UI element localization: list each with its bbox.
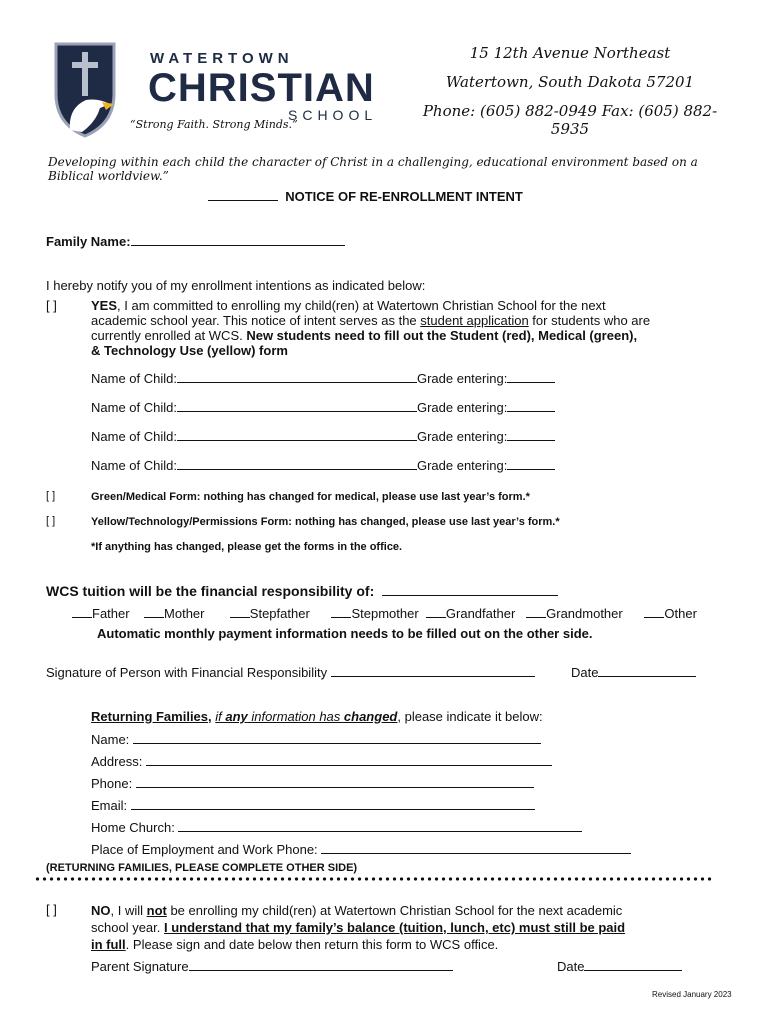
returning-email-row: Email: <box>91 797 535 813</box>
brand-top-text: WATERTOWN <box>150 50 294 67</box>
returning-address-field[interactable] <box>146 753 552 766</box>
grandmother-blank[interactable] <box>526 605 546 618</box>
intro-text: I hereby notify you of my enrollment intentions as indicated below: <box>46 278 426 293</box>
grade-field[interactable] <box>507 399 555 412</box>
returning-name-field[interactable] <box>133 731 541 744</box>
yellow-form-text: Yellow/Technology/Permissions Form: nothing has changed, please use last year’s form.* <box>91 516 560 528</box>
family-name-field[interactable] <box>131 233 345 246</box>
parent-signature-row: Parent Signature <box>91 958 453 974</box>
returning-church-row: Home Church: <box>91 819 582 835</box>
returning-phone-field[interactable] <box>136 775 534 788</box>
parent-date-field[interactable] <box>584 958 682 971</box>
child-row: Name of Child: Grade entering: <box>91 399 555 415</box>
tuition-responsible-field[interactable] <box>382 583 558 596</box>
tuition-row <box>46 583 558 599</box>
shield-cross-eagle-icon <box>52 38 118 138</box>
signature-date-field[interactable] <box>598 664 696 677</box>
relation-row: Father Mother Stepfather Stepmother Grandfather Grandmother Other <box>72 605 697 621</box>
dotted-divider <box>34 876 714 882</box>
returning-phone-row: Phone: <box>91 775 534 791</box>
child-name-field[interactable] <box>177 457 417 470</box>
motto: “Strong Faith. Strong Minds.” <box>130 118 298 131</box>
grade-field[interactable] <box>507 457 555 470</box>
father-blank[interactable] <box>72 605 92 618</box>
auto-payment-note: Automatic monthly payment information needs to be filled out on the other side. <box>97 626 593 641</box>
phone-fax-line: Phone: (605) 882-0949 Fax: (605) 882-5935 <box>422 102 718 138</box>
address-line-2: Watertown, South Dakota 57201 <box>445 73 695 91</box>
complete-other-side-note: (RETURNING FAMILIES, PLEASE COMPLETE OTHER SIDE) <box>46 862 358 874</box>
child-row: Name of Child: Grade entering: <box>91 370 555 386</box>
returning-address-row: Address: <box>91 753 552 769</box>
family-name-label: Family Name: <box>46 234 131 249</box>
yes-checkbox[interactable]: [ ] <box>46 298 57 313</box>
stepfather-blank[interactable] <box>230 605 250 618</box>
school-logo <box>52 38 118 138</box>
child-name-field[interactable] <box>177 399 417 412</box>
child-name-field[interactable] <box>177 428 417 441</box>
tagline: Developing within each child the character of Christ in a challenging, educational environment based on a Biblical worldview.” <box>48 155 698 183</box>
yellow-form-checkbox[interactable]: [ ] <box>46 515 56 527</box>
no-option-text: NO, I will not be enrolling my child(ren) at Watertown Christian School for the next academic school year. I understand that my family’s balance (tuition, lunch, etc) must still be paid in full. Please sign and date below then return this form to WCS office. <box>91 903 626 952</box>
child-name-field[interactable] <box>177 370 417 383</box>
yes-option-text: YES, I am committed to enrolling my child(ren) at Watertown Christian School for the next academic school year. This notice of intent serves as the student application for students who are currently enrolled at WCS. New students need to fill out the Student (red), Medical (green), & Technology Use (yellow) form <box>91 298 651 358</box>
returning-employment-field[interactable] <box>321 841 631 854</box>
stepmother-blank[interactable] <box>331 605 351 618</box>
child-row: Name of Child: Grade entering: <box>91 428 555 444</box>
returning-name-row: Name: <box>91 731 541 747</box>
no-checkbox[interactable]: [ ] <box>46 902 57 917</box>
parent-signature-field[interactable] <box>189 958 453 971</box>
parent-date-row: Date <box>557 958 682 974</box>
returning-employment-row: Place of Employment and Work Phone: <box>91 841 631 857</box>
signature-row: Signature of Person with Financial Responsibility <box>46 664 535 680</box>
other-blank[interactable] <box>644 605 664 618</box>
brand-main-text: CHRISTIAN <box>148 66 375 110</box>
grade-field[interactable] <box>507 428 555 441</box>
title-blank[interactable] <box>208 188 278 201</box>
returning-heading: Returning Families, if any information has changed, please indicate it below: <box>91 709 543 724</box>
green-form-text: Green/Medical Form: nothing has changed for medical, please use last year’s form.* <box>91 491 530 503</box>
returning-email-field[interactable] <box>131 797 535 810</box>
mother-blank[interactable] <box>144 605 164 618</box>
grandfather-blank[interactable] <box>426 605 446 618</box>
address-line-1: 15 12th Avenue Northeast <box>469 44 671 62</box>
forms-note: *If anything has changed, please get the forms in the office. <box>91 541 403 553</box>
signature-date-row: Date <box>571 664 696 680</box>
child-row: Name of Child: Grade entering: <box>91 457 555 473</box>
brand-sub-text: SCHOOL <box>288 107 378 123</box>
grade-field[interactable] <box>507 370 555 383</box>
signature-field[interactable] <box>331 664 535 677</box>
tuition-heading: WCS tuition will be the financial responsibility of: <box>46 583 375 599</box>
revised-date: Revised January 2023 <box>652 990 732 999</box>
page-title: NOTICE OF RE-ENROLLMENT INTENT <box>208 188 523 204</box>
family-name-row <box>46 233 345 249</box>
green-form-checkbox[interactable]: [ ] <box>46 490 56 502</box>
returning-church-field[interactable] <box>178 819 582 832</box>
